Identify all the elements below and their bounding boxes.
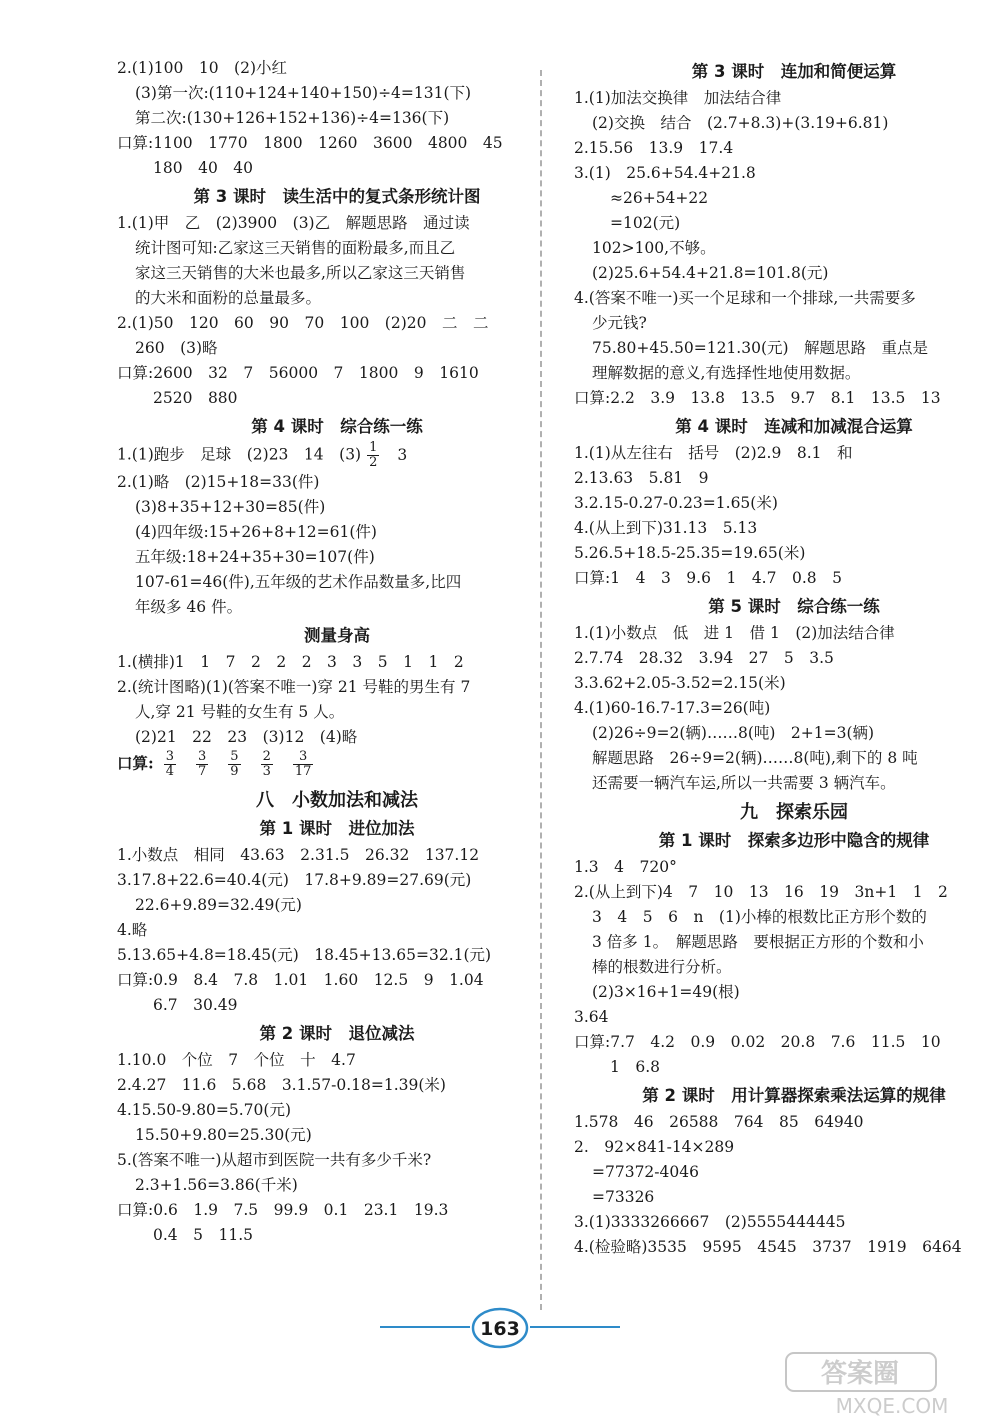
answer-line: 15.50+9.80=25.30(元) [135, 1126, 312, 1144]
answer-line: 2.(统计图略)(1)(答案不唯一)穿 21 号鞋的男生有 7 [117, 678, 471, 696]
answer-line: 4.(从上到下)31.13 5.13 [574, 519, 758, 537]
fraction-numerator: 1 [369, 440, 378, 455]
fraction-denominator: 7 [198, 764, 207, 779]
answer-line: 年级多 46 件。 [135, 598, 243, 616]
answer-line: 口算:1100 1770 1800 1260 3600 4800 45 [117, 134, 503, 152]
answer-line: 0.4 5 11.5 [153, 1226, 254, 1244]
answer-line: 4.略 [117, 921, 148, 939]
fraction-numerator: 3 [293, 750, 314, 765]
answer-line: (2)21 22 23 (3)12 (4)略 [135, 728, 358, 746]
answer-line: 5.(答案不唯一)从超市到医院一共有多少千米? [117, 1151, 432, 1169]
answer-line: 4.(1)60-16.7-17.3=26(吨) [574, 699, 771, 717]
answer-line: 107-61=46(件),五年级的艺术作品数量多,比四 [135, 573, 462, 591]
answer-line: 180 40 40 [153, 159, 254, 177]
answer-line: 2.15.56 13.9 17.4 [574, 139, 734, 157]
unit-title: 九 探索乐园 [740, 802, 848, 823]
answer-line: 2.(1)略 (2)15+18=33(件) [117, 473, 320, 491]
answer-line: 1.10.0 个位 7 个位 十 4.7 [117, 1051, 356, 1069]
footer-rule-left [380, 1326, 470, 1328]
answer-line: 口算:2.2 3.9 13.8 13.5 9.7 8.1 13.5 13 [574, 389, 941, 407]
answer-line: 棒的根数进行分析。 [592, 958, 732, 976]
answer-line: 4.15.50-9.80=5.70(元) [117, 1101, 292, 1119]
answer-line: 260 (3)略 [135, 339, 218, 357]
answer-line: 少元钱? [592, 314, 647, 332]
fraction [228, 750, 240, 779]
fraction-numerator: 5 [230, 749, 239, 764]
answer-line: 解题思路 26÷9=2(辆)……8(吨),剩下的 8 吨 [592, 749, 918, 767]
answer-line [117, 441, 557, 470]
svg-text:答案圈: 答案圈 [820, 1359, 900, 1389]
answer-line: 1.(1)从左往右 括号 (2)2.9 8.1 和 [574, 444, 853, 462]
answer-line: (2)交换 结合 (2.7+8.3)+(3.19+6.81) [592, 114, 889, 132]
answer-line: 1.(1)小数点 低 进 1 借 1 (2)加法结合律 [574, 624, 895, 642]
answer-line: 统计图可知:乙家这三天销售的面粉最多,而且乙 [135, 239, 456, 257]
answer-line: 1.(横排)1 1 7 2 2 2 3 3 5 1 1 2 [117, 653, 464, 671]
answer-line: 第二次:(130+126+152+136)÷4=136(下) [135, 109, 450, 127]
answer-line: 2.(1)50 120 60 90 70 100 (2)20 二 二 [117, 314, 489, 332]
answer-line: 2520 880 [153, 389, 238, 407]
unit-title: 八 小数加法和减法 [256, 790, 418, 811]
answer-text: 1.(1)跑步 足球 (2)23 14 (3) [117, 445, 362, 464]
answer-line: 3 倍多 1。 解题思路 要根据正方形的个数和小 [592, 933, 924, 951]
answer-line: 口算:7.7 4.2 0.9 0.02 20.8 7.6 11.5 10 [574, 1033, 941, 1051]
answer-line: 75.80+45.50=121.30(元) 解题思路 重点是 [592, 339, 929, 357]
section-heading: 第 4 课时 综合练一练 [251, 417, 423, 436]
answer-line: (4)四年级:15+26+8+12=61(件) [135, 523, 377, 541]
answer-line: 五年级:18+24+35+30=107(件) [135, 548, 375, 566]
fraction [367, 441, 379, 470]
answer-line: 5.13.65+4.8=18.45(元) 18.45+13.65=32.1(元) [117, 946, 492, 964]
answer-line: 2.(从上到下)4 7 10 13 16 19 3n+1 1 2 [574, 883, 948, 901]
answer-line: =102(元) [610, 214, 681, 232]
answer-line: 3 4 5 6 n (1)小棒的根数比正方形个数的 [592, 908, 927, 926]
section-heading: 第 4 课时 连减和加减混合运算 [675, 417, 913, 436]
answer-line: 1 6.8 [610, 1058, 661, 1076]
answer-line: 1.小数点 相同 43.63 2.31.5 26.32 137.12 [117, 846, 480, 864]
fraction-numerator: 3 [198, 749, 207, 764]
fraction-denominator: 2 [369, 455, 378, 470]
answer-line: 3.64 [574, 1008, 609, 1026]
answer-line: 3.3.62+2.05-3.52=2.15(米) [574, 674, 786, 692]
watermark-icon [782, 1349, 992, 1419]
fraction-denominator: 9 [230, 764, 239, 779]
answer-line: (2)26÷9=2(辆)……8(吨) 2+1=3(辆) [592, 724, 875, 742]
answer-line: ≈26+54+22 [610, 189, 709, 207]
fraction [164, 750, 176, 779]
answer-line: =73326 [592, 1188, 655, 1206]
footer-rule-right [530, 1326, 620, 1328]
answer-line: 2.(1)100 10 (2)小红 [117, 59, 288, 77]
fraction-numerator: 3 [165, 749, 175, 764]
answer-line: 家这三天销售的大米也最多,所以乙家这三天销售 [135, 264, 466, 282]
column-divider [540, 70, 542, 1310]
answer-text: 3 [397, 445, 408, 464]
fraction-denominator: 4 [165, 764, 175, 779]
answer-line: 的大米和面粉的总量最多。 [135, 289, 322, 307]
answer-line: 2.7.74 28.32 3.94 27 5 3.5 [574, 649, 834, 667]
svg-text:MXQE.COM: MXQE.COM [835, 1394, 949, 1418]
section-heading: 第 2 课时 退位减法 [259, 1024, 415, 1043]
answer-line: 3.(1) 25.6+54.4+21.8 [574, 164, 756, 182]
answer-line: (3)第一次:(110+124+140+150)÷4=131(下) [135, 84, 472, 102]
answer-line: 22.6+9.89=32.49(元) [135, 896, 302, 914]
fraction-denominator: 3 [262, 764, 271, 779]
fraction [293, 750, 314, 779]
section-heading: 第 2 课时 用计算器探索乘法运算的规律 [642, 1086, 946, 1105]
answer-line: (2)25.6+54.4+21.8=101.8(元) [592, 264, 829, 282]
fraction [261, 750, 273, 779]
answer-line: 2. 92×841-14×289 [574, 1138, 735, 1156]
answer-line: 1.3 4 720° [574, 858, 677, 876]
mental-math-label: 口算: [117, 753, 154, 773]
fraction-denominator: 17 [294, 764, 312, 779]
answer-line: 口算:0.9 8.4 7.8 1.01 1.60 12.5 9 1.04 [117, 971, 484, 989]
answer-line: 3.17.8+22.6=40.4(元) 17.8+9.89=27.69(元) [117, 871, 472, 889]
section-heading: 第 3 课时 读生活中的复式条形统计图 [193, 187, 481, 206]
answer-line: 1.(1)甲 乙 (2)3900 (3)乙 解题思路 通过读 [117, 214, 470, 232]
section-heading: 第 1 课时 进位加法 [259, 819, 415, 838]
answer-line: 人,穿 21 号鞋的女生有 5 人。 [135, 703, 345, 721]
answer-line: (3)8+35+12+30=85(件) [135, 498, 326, 516]
answer-line: 口算:0.6 1.9 7.5 99.9 0.1 23.1 19.3 [117, 1201, 449, 1219]
answer-line: 口算:2600 32 7 56000 7 1800 9 1610 [117, 364, 479, 382]
fraction-numerator: 2 [262, 749, 271, 764]
answer-line: 4.(检验略)3535 9595 4545 3737 1919 6464 [574, 1238, 962, 1256]
answer-line: 1.(1)加法交换律 加法结合律 [574, 89, 782, 107]
section-heading: 第 3 课时 连加和简便运算 [691, 62, 897, 81]
answer-line: 3.(1)3333266667 (2)5555444445 [574, 1213, 846, 1231]
answer-line: 2.3+1.56=3.86(千米) [135, 1176, 298, 1194]
mental-math-fractions [117, 750, 557, 784]
answer-line: 6.7 30.49 [153, 996, 238, 1014]
answer-line: 还需要一辆汽车运,所以一共需要 3 辆汽车。 [592, 774, 896, 792]
answer-line: =77372-4046 [592, 1163, 699, 1181]
answer-line: (2)3×16+1=49(根) [592, 983, 740, 1001]
answer-line: 102>100,不够。 [592, 239, 716, 257]
section-heading: 测量身高 [304, 626, 370, 645]
answer-line: 5.26.5+18.5-25.35=19.65(米) [574, 544, 806, 562]
answer-line: 2.4.27 11.6 5.68 3.1.57-0.18=1.39(米) [117, 1076, 446, 1094]
section-heading: 第 5 课时 综合练一练 [708, 597, 880, 616]
page-number: 163 [480, 1318, 520, 1340]
watermark-logo [782, 1349, 992, 1419]
answer-line: 4.(答案不唯一)买一个足球和一个排球,一共需要多 [574, 289, 916, 307]
answer-line: 1.578 46 26588 764 85 64940 [574, 1113, 864, 1131]
page-number-badge [470, 1305, 530, 1351]
left-column [117, 56, 557, 1248]
answer-line: 口算:1 4 3 9.6 1 4.7 0.8 5 [574, 569, 842, 587]
answer-line: 2.13.63 5.81 9 [574, 469, 709, 487]
section-heading: 第 1 课时 探索多边形中隐含的规律 [658, 831, 930, 850]
answer-line: 理解数据的意义,有选择性地使用数据。 [592, 364, 861, 382]
right-column [574, 56, 1000, 1260]
fraction [196, 750, 208, 779]
answer-line: 3.2.15-0.27-0.23=1.65(米) [574, 494, 778, 512]
